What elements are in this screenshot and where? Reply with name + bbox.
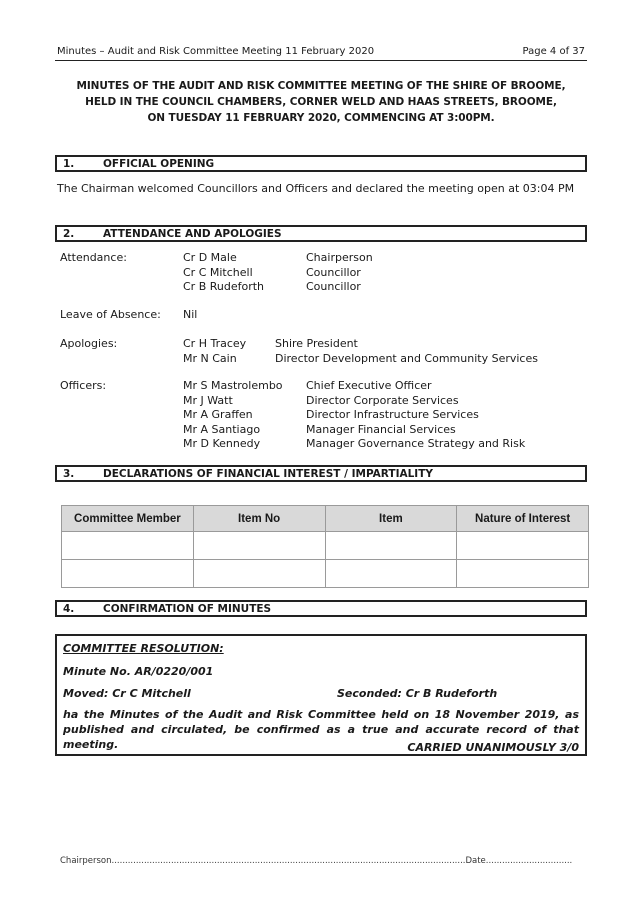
- officer-role: Chief Executive Officer: [306, 379, 432, 392]
- column-header: Item No: [193, 506, 325, 532]
- officer-name: Mr A Santiago: [183, 422, 261, 436]
- carried-status: CARRIED UNANIMOUSLY 3/0: [407, 741, 579, 754]
- attendee-role: Councillor: [306, 265, 361, 279]
- title-line-2: HELD IN THE COUNCIL CHAMBERS, CORNER WELD AND HAAS STREETS, BROOME,: [85, 96, 557, 108]
- table-header-row: [62, 506, 589, 532]
- table-cell: [325, 532, 457, 560]
- officer-role: Director Infrastructure Services: [306, 408, 479, 421]
- officer-role: Director Corporate Services: [306, 393, 459, 407]
- officer-name: Mr S Mastrolembo: [183, 379, 283, 392]
- header-document-title: Minutes – Audit and Risk Committee Meeting 11 February 2020: [57, 46, 375, 57]
- section-number: 4.: [63, 603, 75, 615]
- apology-role: Shire President: [275, 337, 358, 350]
- title-line-3: ON TUESDAY 11 FEBRUARY 2020, COMMENCING AT 3:00PM.: [147, 112, 495, 124]
- table-cell: [62, 560, 194, 588]
- table-row: [62, 532, 589, 560]
- leave-label: Leave of Absence:: [60, 308, 161, 321]
- attendee-role: Chairperson: [306, 251, 373, 264]
- page-header: [55, 44, 587, 61]
- apology-role: Director Development and Community Services: [275, 351, 538, 365]
- section-title: DECLARATIONS OF FINANCIAL INTEREST / IMPARTIALITY: [103, 468, 433, 480]
- attendee-name: Cr D Male: [183, 251, 237, 264]
- officer-name: Mr A Graffen: [183, 408, 253, 421]
- resolution-heading: COMMITTEE RESOLUTION:: [63, 642, 224, 655]
- page-number: Page 4 of 37: [522, 46, 585, 57]
- document-title: [55, 78, 587, 126]
- table-cell: [457, 560, 589, 588]
- seconded-by: Seconded: Cr B Rudeforth: [337, 687, 498, 700]
- attendee-name: Cr C Mitchell: [183, 265, 253, 279]
- section-heading-confirmation: [55, 600, 587, 617]
- attendee-name: Cr B Rudeforth: [183, 280, 265, 293]
- table-cell: [193, 560, 325, 588]
- signature-line: Chairperson...................................................................................................................................Date................................: [60, 856, 573, 866]
- section-heading-declarations: [55, 465, 587, 482]
- apologies-label: Apologies:: [60, 337, 118, 350]
- apology-name: Mr N Cain: [183, 351, 237, 365]
- declarations-table: [61, 505, 589, 588]
- resolution-text: ha the Minutes of the Audit and Risk Committee held on 18 November 2019, as published and circulated, be confirmed as a true and accurate record of that meeting.: [63, 708, 579, 751]
- table-cell: [457, 532, 589, 560]
- attendance-label: Attendance:: [60, 251, 127, 264]
- opening-text: The Chairman welcomed Councillors and Officers and declared the meeting open at 03:04 PM: [57, 182, 575, 195]
- attendee-role: Councillor: [306, 280, 361, 293]
- table-cell: [62, 532, 194, 560]
- column-header: Item: [325, 506, 457, 532]
- apology-name: Cr H Tracey: [183, 337, 247, 350]
- resolution-box: [55, 634, 587, 756]
- leave-value: Nil: [183, 308, 198, 321]
- column-header: Committee Member: [62, 506, 194, 532]
- officers-label: Officers:: [60, 379, 107, 392]
- section-number: 1.: [63, 158, 75, 170]
- section-title: CONFIRMATION OF MINUTES: [103, 603, 272, 615]
- section-title: OFFICIAL OPENING: [103, 158, 215, 170]
- officer-role: Manager Governance Strategy and Risk: [306, 437, 526, 450]
- officer-name: Mr D Kennedy: [183, 437, 261, 450]
- officer-name: Mr J Watt: [183, 393, 233, 407]
- section-heading-official-opening: [55, 155, 587, 172]
- table-row: [62, 560, 589, 588]
- title-line-1: MINUTES OF THE AUDIT AND RISK COMMITTEE MEETING OF THE SHIRE OF BROOME,: [76, 80, 566, 92]
- minute-number: Minute No. AR/0220/001: [63, 665, 214, 678]
- section-heading-attendance: [55, 225, 587, 242]
- officer-role: Manager Financial Services: [306, 422, 456, 436]
- section-title: ATTENDANCE AND APOLOGIES: [103, 228, 282, 240]
- section-number: 2.: [63, 228, 75, 240]
- column-header: Nature of Interest: [457, 506, 589, 532]
- table-cell: [325, 560, 457, 588]
- table-cell: [193, 532, 325, 560]
- moved-by: Moved: Cr C Mitchell: [63, 687, 191, 700]
- section-number: 3.: [63, 468, 75, 480]
